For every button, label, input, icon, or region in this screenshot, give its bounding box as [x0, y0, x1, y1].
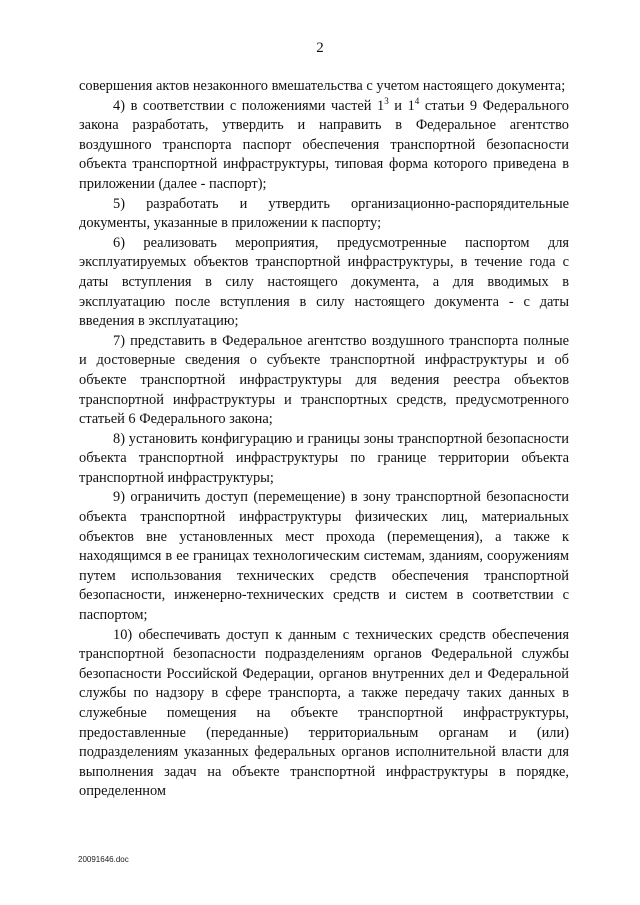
file-name-footer: 20091646.doc [78, 855, 129, 864]
paragraph-item-8: 8) установить конфигурацию и границы зоны транспортной безопасности объекта транспортной инфраструктуры по границе территории объекта транспортной инфраструктуры; [79, 430, 569, 486]
paragraph-item-4-text-b: и 1 [388, 97, 415, 114]
page-number: 2 [316, 40, 324, 56]
paragraph-item-7: 7) представить в Федеральное агентство воздушного транспорта полные и достоверные сведения о субъекте транспортной инфраструктуры и об объекте транспортной инфраструктуры для ведения реестра объектов транспортной инфраструктуры и транспортных средств, предусмотренного статьей 6 Федерального закона; [79, 332, 569, 428]
superscript-part-13: 3 [384, 95, 389, 106]
paragraph-item-4-text-a: 4) в соответствии с положениями частей 1 [113, 97, 385, 114]
paragraph-item-4 [79, 97, 569, 195]
superscript-part-14: 4 [414, 95, 420, 106]
paragraph-item-10: 10) обеспечивать доступ к данным с технических средств обеспечения транспортной безопасности подразделениям органов Федеральной службы безопасности Российской Федерации, органов внутренних дел и Федеральной службы по надзору в сфере транспорта, а также передачу таких данных в служебные помещения на объекте транспортной инфраструктуры, предоставленные (переданные) территориальным органам и (или) подразделениям указанных федеральных органов исполнительной власти для выполнения задач на объекте транспортной инфраструктуры в порядке, определенном [79, 626, 569, 800]
paragraph-item-4-text-c: статьи 9 Федерального закона разработать, утвердить и направить в Федеральное агентство воздушного транспорта паспорт обеспечения транспортной безопасности объекта транспортной инфраструктуры, типовая форма которого приведена в приложении (далее - паспорт); [79, 97, 570, 192]
document-body [79, 77, 569, 802]
paragraph-item-5: 5) разработать и утвердить организационно-распорядительные документы, указанные в приложении к паспорту; [79, 195, 569, 232]
paragraph-continuation: совершения актов незаконного вмешательства с учетом настоящего документа; [79, 78, 566, 94]
paragraph-item-9: 9) ограничить доступ (перемещение) в зону транспортной безопасности объекта транспортной инфраструктуры физических лиц, материальных объектов вне установленных мест прохода (перемещения), а также к находящимся в ее границах технологическим системам, зданиям, сооружениям путем использования технических средств обеспечения транспортной безопасности, инженерно-технических средств и систем в соответствии с паспортом; [79, 489, 569, 624]
paragraph-item-6: 6) реализовать мероприятия, предусмотренные паспортом для эксплуатируемых объектов транспортной инфраструктуры, в течение года с даты вступления в силу настоящего документа, а для вводимых в эксплуатацию после вступления в силу настоящего документа - с даты введения в эксплуатацию; [79, 234, 569, 330]
